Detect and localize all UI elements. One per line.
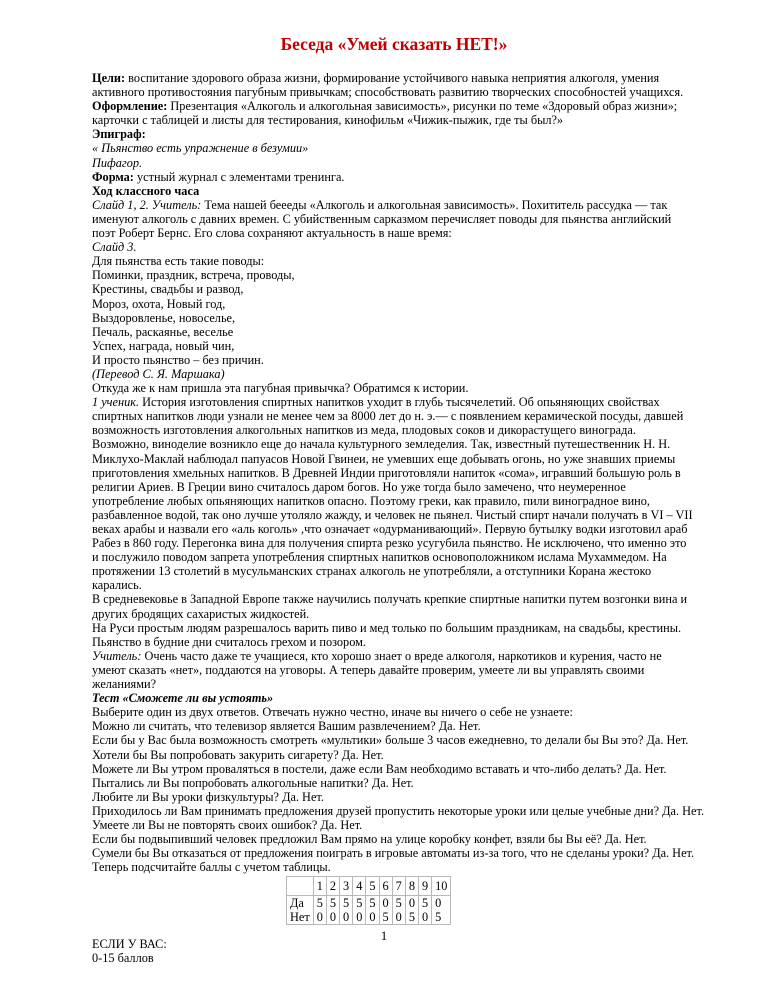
question-item: Хотели бы Вы попробовать закурить сигарету? Да. Нет.: [92, 747, 384, 762]
score-header-cell: 5: [366, 877, 379, 896]
document-title: Беседа «Умей сказать НЕТ!»: [280, 34, 508, 54]
score-cell: 5: [405, 910, 418, 925]
slide12-text: Тема нашей беееды «Алкоголь и алкогольная зависимость». Похититель рассудка — так именуют алкоголь с давних времен. С убийственным сарказмом перечисляет поводы для пьянства английский поэт Роберт Бернс. Его слова сохраняют актуальность в наше время:: [92, 197, 672, 241]
score-header-cell: 9: [418, 877, 431, 896]
score-cell: 0: [379, 896, 392, 911]
score-row-label: Да: [290, 896, 304, 911]
score-table: [286, 876, 451, 925]
question-list: [92, 719, 705, 861]
slide3-label: Слайд 3.: [92, 240, 137, 255]
score-header-cell: 1: [313, 877, 326, 896]
poem-line: Для пьянства есть такие поводы:: [92, 254, 265, 269]
score-cell: 0: [392, 910, 405, 925]
epigraph-quote: « Пьянство есть упражнение в безумии»: [92, 141, 309, 156]
test-intro: Выберите один из двух ответов. Отвечать нужно честно, иначе вы ничего о себе не узнаете:: [92, 705, 573, 720]
question-line: Откуда же к нам пришла эта пагубная привычка? Обратимся к истории.: [92, 381, 469, 396]
teacher-label: Учитель:: [92, 648, 142, 663]
goals-paragraph: [92, 71, 696, 99]
score-cell: 5: [353, 896, 366, 911]
poem-line: Мороз, охота, Новый год,: [92, 296, 226, 311]
poem-line: Успех, награда, новый чин,: [92, 338, 235, 353]
form-paragraph: [92, 170, 696, 184]
poem-line: И просто пьянство – без причин.: [92, 352, 264, 367]
count-line: Теперь подсчитайте баллы с учетом таблицы.: [92, 860, 331, 875]
epigraph-label: Эпиграф:: [92, 127, 146, 142]
question-item: Приходилось ли Вам принимать предложения друзей пропустить некоторые уроки или целые учебные дни? Да. Нет.: [92, 803, 705, 818]
goals-text: воспитание здорового образа жизни, формирование устойчивого навыка неприятия алкоголя, умения активного противостояния пагубным привычкам; способствовать развитию творческих способностей учащихся.: [92, 71, 684, 100]
score-cell: 5: [326, 896, 339, 911]
score-cell: 5: [418, 896, 431, 911]
design-paragraph: [92, 99, 696, 127]
europe-paragraph: В средневековье в Западной Европе также научились получать крепкие спиртные напитки путем возгонки вина и других бродящих сахаристых жидкостей.: [92, 592, 688, 621]
design-label: Оформление:: [92, 99, 168, 114]
score-cell: 0: [340, 910, 353, 925]
score-cell: 5: [366, 896, 379, 911]
score-header-cell: 7: [392, 877, 405, 896]
epigraph-author: Пифагор.: [92, 155, 143, 170]
document-page: [92, 34, 705, 966]
score-cell: 0: [432, 896, 451, 911]
question-item: Можете ли Вы утром проваляться в постели, даже если Вам необходимо вставать и что-либо делать? Да. Нет.: [92, 761, 667, 776]
score-cell: 5: [340, 896, 353, 911]
score-cell: 0: [313, 910, 326, 925]
slide12-label: Слайд 1, 2. Учитель:: [92, 197, 202, 212]
rus-paragraph: На Руси простым людям разрешалось варить пиво и мед только по большим праздникам, на свадьбы, крестины. Пьянство в будние дни считалось грехом и позором.: [92, 620, 682, 649]
design-text: Презентация «Алкоголь и алкогольная зависимость», рисунки по теме «Здоровый образ жизни»; карточки с таблицей и листы для тестирования, кинофильм «Чижик-пыжик, где ты был?»: [92, 99, 678, 128]
score-cell: 0: [418, 910, 431, 925]
question-item: Если бы подвыпивший человек предложил Вам прямо на улице коробку конфет, взяли бы Вы её? Да. Нет.: [92, 832, 647, 847]
question-item: Любите ли Вы уроки физкультуры? Да. Нет.: [92, 789, 324, 804]
score-header-row: [287, 877, 451, 896]
question-item: Можно ли считать, что телевизор является Вашим развлечением? Да. Нет.: [92, 719, 481, 734]
score-range: 0-15 баллов: [92, 951, 154, 966]
score-corner-cell: [287, 877, 314, 896]
student1-label: 1 ученик.: [92, 395, 140, 410]
form-label: Форма:: [92, 169, 134, 184]
poem: [92, 254, 696, 367]
score-cell: 5: [432, 910, 451, 925]
course-heading: Ход классного часа: [92, 183, 200, 198]
score-header-cell: 3: [340, 877, 353, 896]
if-you-have: ЕСЛИ У ВАС:: [92, 937, 167, 952]
score-cell: 0: [353, 910, 366, 925]
score-header-cell: 10: [432, 877, 451, 896]
score-row-no: [287, 910, 451, 925]
question-item: Если бы у Вас была возможность смотреть «мультики» больше 3 часов ежедневно, то делали бы Вы это? Да. Нет.: [92, 733, 689, 748]
score-cell: 5: [392, 896, 405, 911]
form-text: устный журнал с элементами тренинга.: [133, 169, 345, 184]
poem-line: Поминки, праздник, встреча, проводы,: [92, 268, 295, 283]
question-item: Умеете ли Вы не повторять своих ошибок? Да. Нет.: [92, 817, 363, 832]
score-header-cell: 6: [379, 877, 392, 896]
test-heading: Тест «Сможете ли вы устоять»: [92, 691, 274, 706]
score-cell: 0: [405, 896, 418, 911]
score-header-cell: 2: [326, 877, 339, 896]
score-cell: 5: [313, 896, 326, 911]
teacher-paragraph: [92, 649, 696, 691]
score-cell: 0: [366, 910, 379, 925]
score-row-yes: [287, 896, 451, 911]
student1-paragraph: [92, 395, 696, 437]
question-item: Пытались ли Вы попробовать алкогольные напитки? Да. Нет.: [92, 775, 414, 790]
translation-credit: (Перевод С. Я. Маршака): [92, 366, 225, 381]
score-cell: 0: [326, 910, 339, 925]
score-header-cell: 8: [405, 877, 418, 896]
question-item: Сумели бы Вы отказаться от предложения поиграть в игровые автоматы из-за того, что не сделаны уроки? Да. Нет.: [92, 846, 695, 861]
slide12-paragraph: [92, 198, 696, 240]
score-cell: 5: [379, 910, 392, 925]
history-paragraph: Возможно, виноделие возникло еще до начала культурного земледелия. Так, известный путешественник Н. Н. Миклухо-Маклай наблюдал папуасов Новой Гвинеи, не умевших еще добывать огонь, но уже знавших приемы приготовления хмельных напитков. В Древней Индии приготовляли напиток «сома», игравший большую роль в религии Ариев. В Греции вино считалось даром богов. Но уже тогда было замечено, что неумеренное употребление любых опьяняющих напитков опасно. Поэтому греки, как правило, пили виноградное вино, разбавленное водой, так оно лучше утоляло жажду, и человек не пьянел. Чистый спирт начали получать в VI – VII веках арабы и назвали его «аль коголь» ,что означает «одурманивающий». Первую бутылку водки изготовил араб Рабез в 860 году. Перегонка вина для получения спирта резко усугубила пьянство. Не исключено, что именно это и послужило поводом запрета употребления спиртных напитков основоположником ислама Мухаммедом. На протяжении 13 столетий в мусульманских странах алкоголь не употребляли, а отступники Корана жестоко карались.: [92, 437, 693, 593]
poem-line: Печаль, раскаянье, веселье: [92, 324, 234, 339]
goals-label: Цели:: [92, 71, 126, 85]
page-number: 1: [380, 928, 388, 943]
poem-line: Крестины, свадьбы и развод,: [92, 282, 244, 297]
student1-text: История изготовления спиртных напитков уходит в глубь тысячелетий. Об опьяняющих свойствах спиртных напитков люди узнали не менее чем за 8000 лет до н. э.— с появлением керамической посуды, давшей возможность изготовления алкогольных напитков из меда, плодовых соков и дикорастущего винограда.: [92, 395, 684, 438]
score-header-cell: 4: [353, 877, 366, 896]
teacher-text: Очень часто даже те учащиеся, кто хорошо знает о вреде алкоголя, наркотиков и курения, часто не умеют сказать «нет», поддаются на уговоры. А теперь давайте проверим, умеете ли вы управлять своими желаниями?: [92, 648, 662, 692]
poem-line: Выздоровленье, новоселье,: [92, 310, 236, 325]
score-row-label: Нет: [290, 910, 310, 925]
